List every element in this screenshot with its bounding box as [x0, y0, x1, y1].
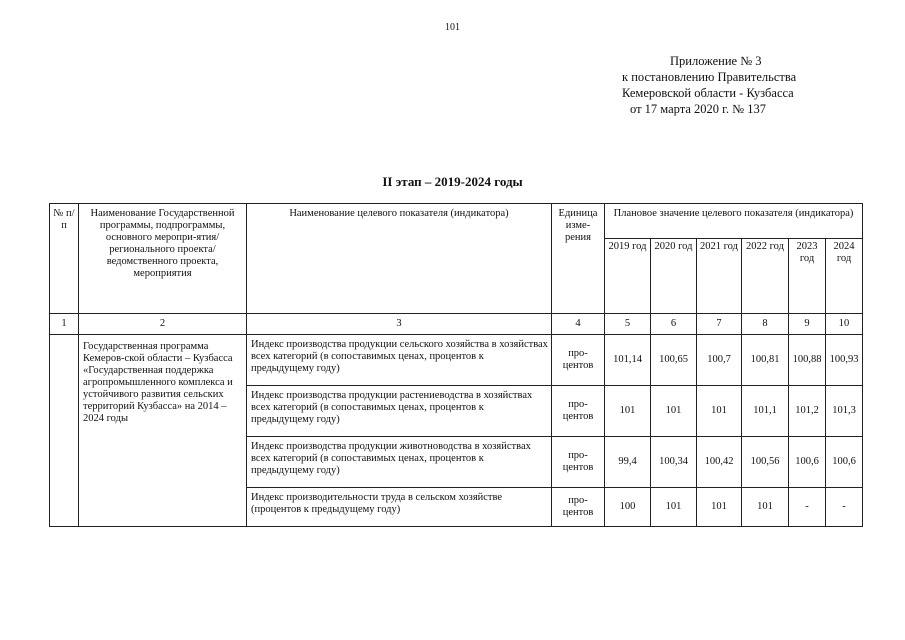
appendix-line-2: к постановлению Правительства: [622, 70, 797, 84]
appendix-line-3: Кемеровской области - Кузбасса: [622, 86, 794, 100]
unit-cell: про-центов: [552, 386, 605, 437]
row-number: [50, 335, 79, 527]
indicator-name: Индекс производства продукции животноводства в хозяйствах всех категорий (в сопоставимых ценах, процентов к предыдущему году): [247, 437, 552, 488]
unit-cell: про-центов: [552, 335, 605, 386]
indicators-table: [49, 203, 863, 527]
column-number: 3: [247, 314, 552, 335]
unit-cell: про-центов: [552, 488, 605, 527]
column-number: 10: [826, 314, 863, 335]
indicator-name: Индекс производства продукции сельского хозяйства в хозяйствах всех категорий (в сопоставимых ценах, процентов к предыдущему году): [247, 335, 552, 386]
value-cell: 101,2: [789, 386, 826, 437]
program-name: Государственная программа Кемеров-ской области – Кузбасса «Государственная поддержка агропромышленного комплекса и устойчивого развития сельских территорий Кузбасса» на 2014 – 2024 годы: [79, 335, 247, 527]
header-year: 2024 год: [826, 239, 863, 314]
indicator-name: Индекс производства продукции растениеводства в хозяйствах всех категорий (в сопоставимых ценах, процентов к предыдущему году): [247, 386, 552, 437]
appendix-line-4: от 17 марта 2020 г. № 137: [630, 102, 766, 116]
appendix-heading: [622, 53, 862, 117]
header-program: Наименование Государственной программы, подпрограммы, основного меропри-ятия/регионального проекта/ведомственного проекта, мероприятия: [79, 204, 247, 314]
header-year: 2023 год: [789, 239, 826, 314]
indicator-name: Индекс производительности труда в сельском хозяйстве (процентов к предыдущему году): [247, 488, 552, 527]
value-cell: 101,14: [605, 335, 651, 386]
header-unit: Единица изме-рения: [552, 204, 605, 314]
value-cell: 100,6: [789, 437, 826, 488]
value-cell: 100,88: [789, 335, 826, 386]
table-row: [50, 335, 863, 386]
value-cell: -: [789, 488, 826, 527]
unit-cell: про-центов: [552, 437, 605, 488]
header-year: 2019 год: [605, 239, 651, 314]
value-cell: 100,65: [651, 335, 697, 386]
value-cell: -: [826, 488, 863, 527]
value-cell: 100,93: [826, 335, 863, 386]
value-cell: 100: [605, 488, 651, 527]
header-year: 2020 год: [651, 239, 697, 314]
value-cell: 100,6: [826, 437, 863, 488]
value-cell: 99,4: [605, 437, 651, 488]
column-number: 7: [697, 314, 742, 335]
value-cell: 101,3: [826, 386, 863, 437]
column-number: 1: [50, 314, 79, 335]
value-cell: 100,81: [742, 335, 789, 386]
value-cell: 101: [697, 488, 742, 527]
value-cell: 101,1: [742, 386, 789, 437]
column-number: 2: [79, 314, 247, 335]
value-cell: 101: [605, 386, 651, 437]
column-number: 5: [605, 314, 651, 335]
header-indicator: Наименование целевого показателя (индикатора): [247, 204, 552, 314]
header-num: № п/п: [50, 204, 79, 314]
column-number: 4: [552, 314, 605, 335]
value-cell: 100,34: [651, 437, 697, 488]
value-cell: 100,56: [742, 437, 789, 488]
column-number-row: [50, 314, 863, 335]
header-year: 2022 год: [742, 239, 789, 314]
value-cell: 101: [651, 386, 697, 437]
stage-title: II этап – 2019-2024 годы: [382, 174, 523, 189]
column-number: 6: [651, 314, 697, 335]
appendix-line-1: Приложение № 3: [670, 54, 762, 68]
value-cell: 100,7: [697, 335, 742, 386]
column-number: 8: [742, 314, 789, 335]
header-row: [50, 204, 863, 239]
value-cell: 100,42: [697, 437, 742, 488]
value-cell: 101: [651, 488, 697, 527]
header-planned-value: Плановое значение целевого показателя (индикатора): [605, 204, 863, 239]
column-number: 9: [789, 314, 826, 335]
header-year: 2021 год: [697, 239, 742, 314]
page-number: 101: [445, 22, 460, 33]
value-cell: 101: [697, 386, 742, 437]
value-cell: 101: [742, 488, 789, 527]
